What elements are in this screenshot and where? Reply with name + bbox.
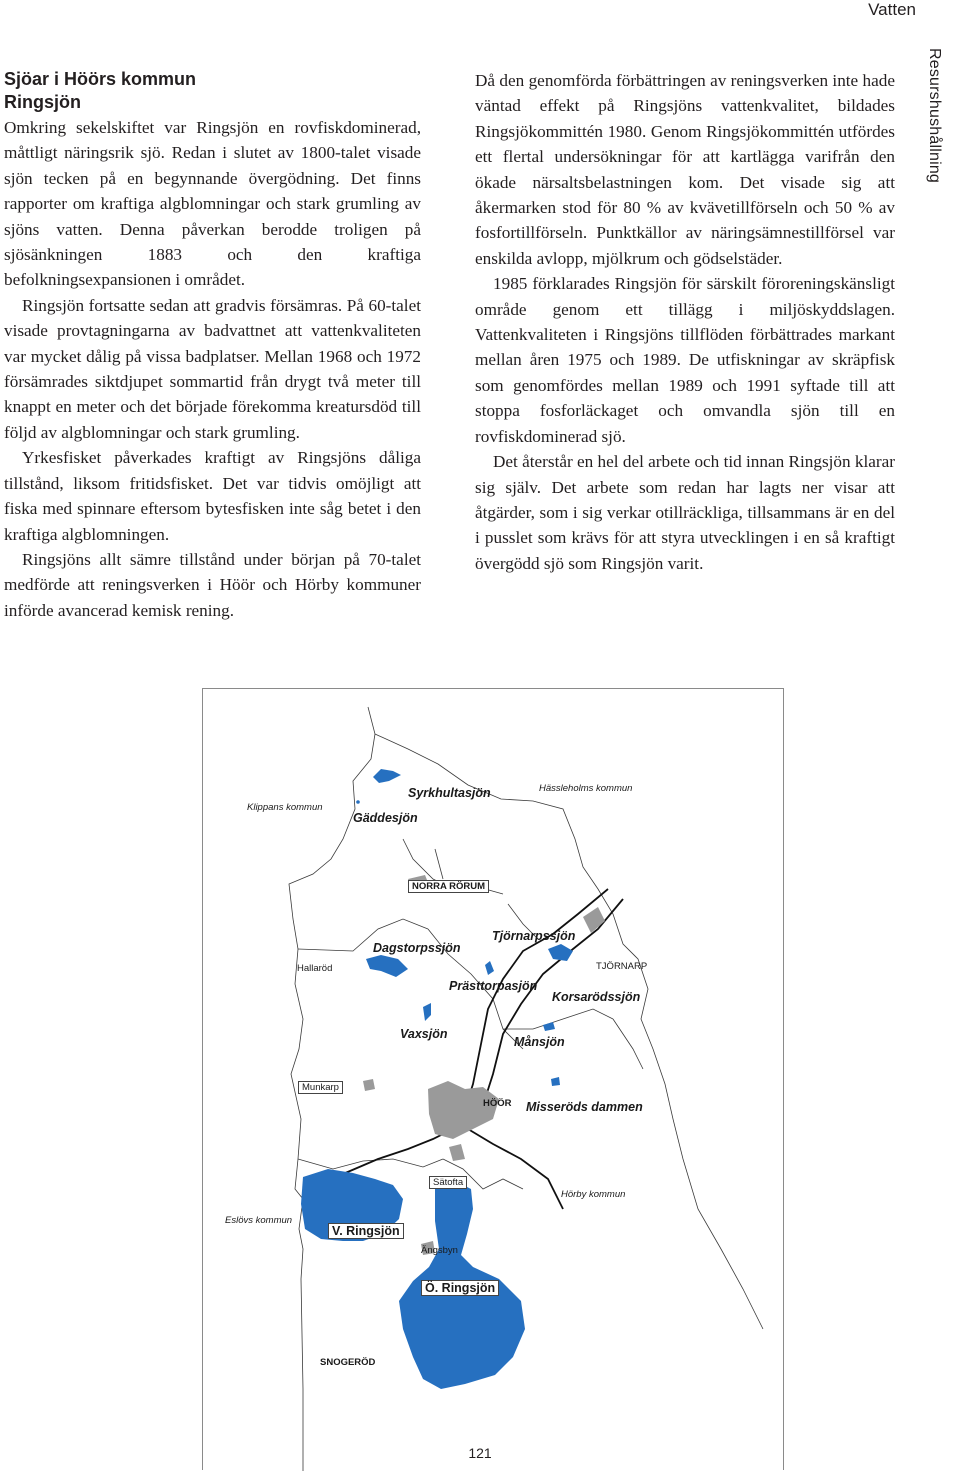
page-number: 121 — [468, 1445, 492, 1461]
vaxsjon-lake — [423, 1003, 431, 1021]
running-head: Vatten — [868, 0, 916, 19]
misserods-dammen-lake — [551, 1077, 560, 1086]
map-label-tjornarp: TJÖRNARP — [596, 961, 648, 972]
right-column — [475, 68, 895, 576]
map-label-o-ringsjon: Ö. Ringsjön — [421, 1280, 499, 1296]
map-label-syrkhultasjon: Syrkhultasjön — [408, 786, 491, 800]
tjornarpssjon-lake — [548, 944, 573, 961]
map-label-hoor: HÖÖR — [483, 1098, 512, 1109]
map-label-horby-kommun: Hörby kommun — [561, 1189, 626, 1200]
map-label-munkarp: Munkarp — [298, 1081, 343, 1094]
map-label-snogerod: SNOGERÖD — [320, 1357, 376, 1368]
lake-map — [202, 688, 784, 1470]
paragraph: Ringsjöns allt sämre tillstånd under början på 70-talet medförde att reningsverken i Höör och Hörby kommuner införde avancerad kemisk rening. — [4, 549, 421, 620]
paragraph: Då den genomförda förbättringen av reningsverken inte hade väntad effekt på Ringsjöns vattenkvalitet, bildades Ringsjökommittén 1980. Genom Ringsjökommittén utfördes ett flertal undersökningar för att kartlägga varifrån den ökade närsaltsbelastningen kom. Det visade sig att åkermarken stod för 80 % av kvävetillförseln och 50 % av fosfortillförseln. Punktkällor av näringsämnestillförsel var enskilda avlopp, mjölkrum och gödselstäder. — [475, 71, 895, 268]
map-label-hallarod: Hallaröd — [297, 963, 333, 974]
map-label-klippans-kommun: Klippans kommun — [247, 802, 323, 813]
left-column — [4, 68, 421, 623]
map-label-vaxsjon: Vaxsjön — [400, 1027, 448, 1041]
gaddesjon-lake — [356, 800, 360, 804]
map-label-hassleholms-kommun: Hässleholms kommun — [539, 783, 633, 794]
railway-line — [313, 889, 626, 1209]
satofta-village — [449, 1144, 465, 1161]
dagstorpssjon-lake — [366, 955, 408, 977]
section-subtitle: Ringsjön — [4, 92, 81, 112]
map-label-norra-rorum: NORRA RÖRUM — [408, 880, 489, 893]
paragraph: Ringsjön fortsatte sedan att gradvis försämras. På 60-talet visade provtagningarna av badvattnet att vattenkvaliteten var mycket dålig på vissa badplatser. Mellan 1968 och 1972 försämrades siktdjupet sommartid från drygt två meter till knappt en meter och det började förekomma kreatursdöd till följd av algblomningar och stark grumling. — [4, 295, 421, 442]
map-label-misserods-dammen: Misseröds dammen — [526, 1100, 643, 1114]
map-label-dagstorpssjon: Dagstorpssjön — [373, 941, 461, 955]
map-label-v-ringsjon: V. Ringsjön — [328, 1223, 404, 1239]
map-label-satofta: Sätofta — [429, 1176, 467, 1189]
map-label-korsarodssjon: Korsarödssjön — [552, 990, 641, 1004]
syrkhultasjon-lake — [373, 769, 401, 783]
section-title: Sjöar i Höörs kommun — [4, 69, 197, 89]
paragraph: Det återstår en hel del arbete och tid innan Ringsjön klarar sig själv. Det arbete som redan har lagts ner visar att åtgärder, som i sig verkar otillräckliga, tillsammans är en del i pusslet som krävs för att styra utvecklingen i en så kraftigt övergödd sjö som Ringsjön varit. — [475, 452, 895, 573]
map-label-gaddesjon: Gäddesjön — [353, 811, 418, 825]
map-label-mansjon: Månsjön — [514, 1035, 565, 1049]
paragraph: Yrkesfisket påverkades kraftigt av Ringsjöns dåliga tillstånd, liksom fritidsfisket. Det var tidvis omöjligt att fiska med spinnare eftersom bytesfisken inte såg betet i den kraftiga algblomningen. — [4, 448, 421, 544]
map-label-eslovs-kommun: Eslövs kommun — [225, 1215, 293, 1226]
side-tab-label: Resurshushållning — [926, 48, 943, 184]
mansjon-lake — [543, 1022, 555, 1031]
paragraph: Omkring sekelskiftet var Ringsjön en rovfiskdominerad, måttligt näringsrik sjö. Redan i slutet av 1800-talet visade sjön tecken på en begynnande övergödning. Det finns rapporter om kraftiga algblomningar och stark grumling av sjöns vatten. Denna påverkan berodde troligen på sjösänkningen 1883 och den kraftiga befolkningsexpansionen i området. — [4, 118, 421, 290]
prasttorpasjon-lake — [485, 961, 494, 975]
map-label-tjornarpssjon: Tjörnarpssjön — [492, 929, 576, 943]
map-label-prasttorpasjon: Prästtorpasjön — [449, 979, 538, 993]
paragraph: 1985 förklarades Ringsjön för särskilt föroreningskänsligt område genom ett tillägg i miljöskyddslagen. Vattenkvaliteten i Ringsjöns tillflöden förbättrades markant mellan åren 1975 och 1989. De utfiskningar av skräpfisk som genomfördes mellan 1989 och 1991 syftade till att stoppa fosforläckaget och omvandla sjön till en rovfiskdominerad sjö. — [475, 274, 895, 446]
lakes — [301, 769, 576, 1389]
tjornarp-town — [583, 907, 605, 933]
map-label-angsbyn: Ängsbyn — [421, 1245, 458, 1256]
munkarp-village — [363, 1079, 375, 1091]
